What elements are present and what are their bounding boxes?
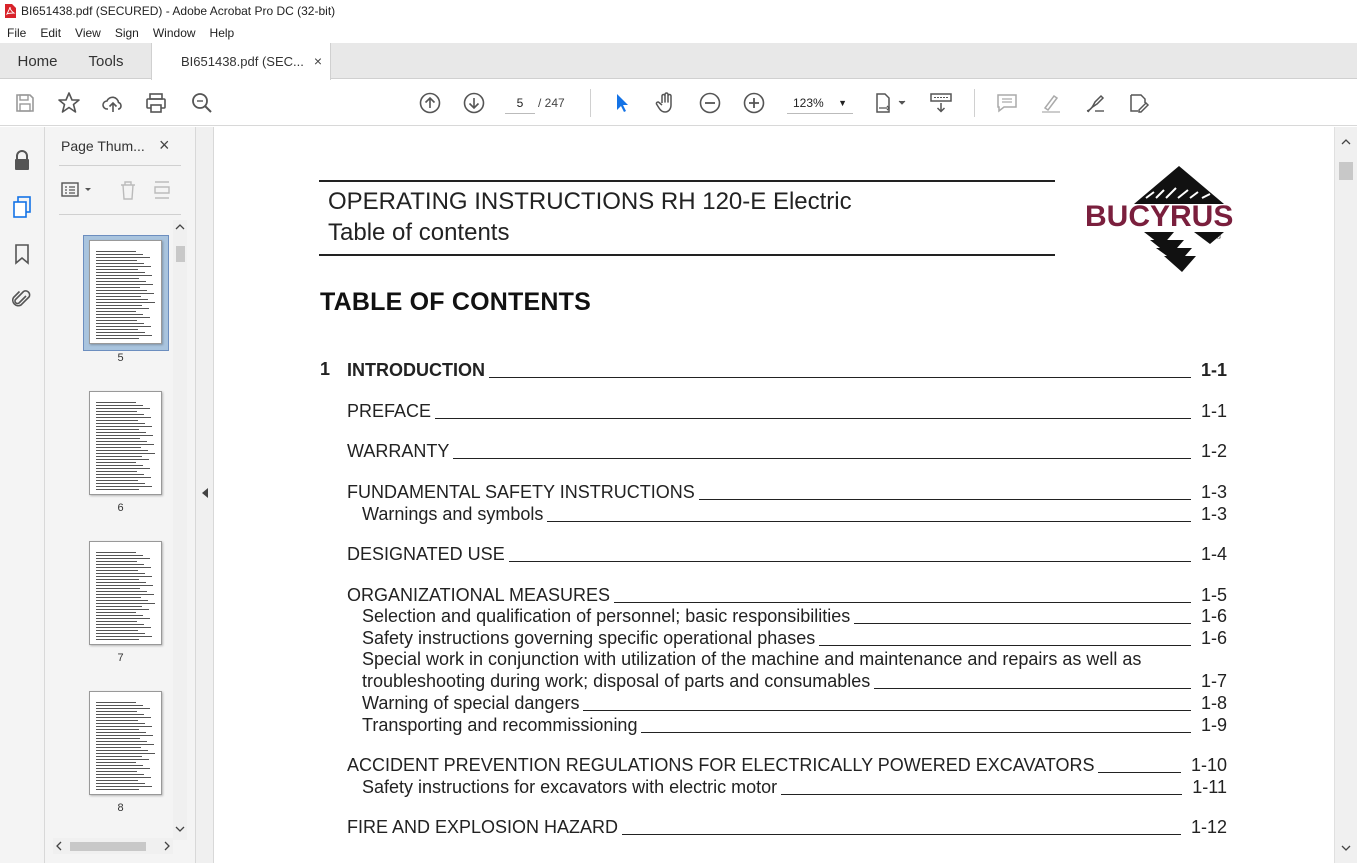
thumbnail-text-line	[96, 777, 151, 778]
thumbnail-text-line	[96, 735, 153, 736]
attachment-icon[interactable]	[10, 287, 34, 311]
toc-leader	[622, 834, 1181, 835]
thumbnail-text-line	[96, 317, 150, 318]
toc-leader	[614, 602, 1191, 603]
thumbnail-text-line	[96, 597, 141, 598]
thumbnail-text-line	[96, 302, 155, 303]
toc-entry-text: Safety instructions for excavators with electric motor	[362, 777, 781, 798]
toc-subentry[interactable]	[362, 605, 1227, 627]
delete-icon[interactable]	[117, 179, 139, 201]
thumbnail-text-line	[96, 447, 141, 448]
thumbnail-text-line	[96, 750, 148, 751]
lock-icon[interactable]	[10, 149, 34, 173]
document-scrollbar[interactable]	[1334, 127, 1357, 863]
toc-entry-page: 1-5	[1200, 585, 1227, 605]
toc-leader	[641, 732, 1191, 733]
toc-leader	[874, 688, 1191, 689]
thumbnail-text-line	[96, 768, 150, 769]
tab-home[interactable]: Home	[17, 52, 58, 70]
thumbnail-text-line	[96, 284, 153, 285]
thumbnail-text-line	[96, 450, 148, 451]
toc-entry-page: 1-3	[1200, 504, 1227, 524]
thumbnail-text-line	[96, 296, 141, 297]
toc-entry-text: Selection and qualification of personnel; basic responsibilities	[362, 606, 854, 627]
next-page-icon[interactable]	[461, 90, 487, 116]
toc-entry[interactable]	[347, 359, 1227, 381]
thumbnail-text-line	[96, 714, 144, 715]
thumbnail-text-line	[96, 438, 140, 439]
thumbnail-text-line	[96, 708, 150, 709]
document-header-title: OPERATING INSTRUCTIONS RH 120-E Electric	[328, 188, 852, 215]
thumbnail-text-line	[96, 624, 144, 625]
thumbnail-text-line	[96, 705, 143, 706]
thumbnail-text-line	[96, 320, 137, 321]
thumbnail-text-line	[96, 293, 154, 294]
toc-leader	[699, 499, 1191, 500]
thumbnails-scrollbar[interactable]	[173, 220, 187, 840]
thumbnail-text-line	[96, 287, 140, 288]
toc-entry-text: troubleshooting during work; disposal of parts and consumables	[362, 671, 874, 692]
zoom-dropdown[interactable]	[787, 92, 853, 114]
toc-subentry[interactable]	[362, 714, 1227, 736]
thumbnail-text-line	[96, 441, 147, 442]
thumbnail-text-line	[96, 558, 150, 559]
fill-sign-icon[interactable]	[1126, 90, 1152, 116]
toc-entry[interactable]	[347, 543, 1227, 565]
page-thumbnail[interactable]	[89, 691, 162, 795]
toc-leader	[819, 645, 1191, 646]
thumbnail-text-line	[96, 305, 142, 306]
toc-entry[interactable]	[347, 584, 1227, 606]
thumbnail-text-line	[96, 474, 144, 475]
thumbnail-text-line	[96, 717, 151, 718]
toc-entry-page: 1-12	[1190, 817, 1227, 837]
toc-entry-page: 1-6	[1200, 606, 1227, 626]
toc-leader	[453, 458, 1191, 459]
panel-collapse-strip[interactable]	[196, 127, 214, 863]
thumbnail-text-line	[96, 591, 147, 592]
thumbnail-text-line	[96, 417, 151, 418]
thumbnail-text-line	[96, 471, 137, 472]
scrollbar-thumb[interactable]	[1339, 162, 1353, 180]
thumbnail-text-line	[96, 627, 151, 628]
logo-text: BUCYRUS	[1085, 200, 1234, 233]
thumbnail-text-line	[96, 603, 155, 604]
thumbnail-text-line	[96, 639, 139, 640]
thumbnail-text-line	[96, 729, 139, 730]
page-thumbnail[interactable]	[89, 240, 162, 344]
thumbnail-text-line	[96, 456, 142, 457]
thumbnail-text-line	[96, 573, 145, 574]
menu-window[interactable]: Window	[152, 25, 196, 40]
thumbnail-text-line	[96, 423, 145, 424]
page-thumbnail[interactable]	[89, 541, 162, 645]
toc-entry-page: 1-1	[1200, 360, 1227, 380]
thumbnail-text-line	[96, 278, 139, 279]
toc-entry-page: 1-11	[1192, 777, 1227, 797]
thumbnail-page-number: 7	[117, 652, 124, 664]
print-icon[interactable]	[143, 90, 169, 116]
thumbnail-text-line	[96, 480, 138, 481]
thumbnail-text-line	[96, 311, 136, 312]
toc-entry-page: 1-10	[1190, 755, 1227, 775]
thumbnail-text-line	[96, 275, 152, 276]
thumbnail-text-line	[96, 444, 154, 445]
page-number-input[interactable]: 5	[505, 92, 535, 114]
thumbnail-text-line	[96, 272, 145, 273]
header-rule-bottom	[319, 254, 1055, 256]
insert-pages-icon[interactable]	[151, 179, 173, 201]
highlight-icon[interactable]	[1038, 90, 1064, 116]
page-total: / 247	[538, 96, 565, 110]
thumbnail-text-line	[96, 426, 152, 427]
thumbnail-text-line	[96, 633, 145, 634]
toc-heading: TABLE OF CONTENTS	[320, 288, 591, 316]
comment-icon[interactable]	[994, 90, 1020, 116]
toc-entry-page: 1-2	[1200, 441, 1227, 461]
main-toolbar	[0, 80, 1357, 126]
thumbnail-text-line	[96, 459, 149, 460]
thumbnail-text-line	[96, 759, 149, 760]
thumbnail-text-line	[96, 251, 136, 252]
toc-entry[interactable]	[347, 440, 1227, 462]
thumbnail-page-number: 6	[117, 502, 124, 514]
thumbnail-text-line	[96, 606, 142, 607]
search-icon[interactable]	[189, 90, 215, 116]
thumbnail-text-line	[96, 612, 136, 613]
window-title: BI651438.pdf (SECURED) - Adobe Acrobat Pro DC (32-bit)	[21, 4, 336, 18]
thumbnails-hscrollbar[interactable]	[53, 838, 173, 854]
thumbnail-text-line	[96, 621, 137, 622]
previous-page-icon[interactable]	[417, 90, 443, 116]
thumbnail-text-line	[96, 594, 154, 595]
page-fit-icon[interactable]	[872, 90, 908, 116]
toc-leader	[435, 418, 1191, 419]
thumbnail-text-line	[96, 332, 145, 333]
toc-leader	[1098, 772, 1180, 773]
thumbnail-text-line	[96, 338, 139, 339]
thumbnail-text-line	[96, 411, 137, 412]
toc-entry[interactable]	[347, 400, 1227, 422]
toc-entry-text: FIRE AND EXPLOSION HAZARD	[347, 817, 622, 838]
thumbnail-text-line	[96, 780, 138, 781]
thumbnail-text-line	[96, 489, 139, 490]
page-thumbnails-icon[interactable]	[10, 195, 34, 219]
header-rule-top	[319, 180, 1055, 182]
thumbnail-text-line	[96, 552, 136, 553]
thumbnail-text-line	[96, 314, 143, 315]
toc-leader	[781, 794, 1182, 795]
thumbnail-text-line	[96, 435, 153, 436]
zoom-out-icon[interactable]	[697, 90, 723, 116]
thumbnail-text-line	[96, 738, 140, 739]
thumbnail-text-line	[96, 726, 152, 727]
document-header-subtitle: Table of contents	[328, 219, 510, 246]
toc-entry[interactable]	[347, 481, 1227, 503]
tab-bar	[0, 43, 1357, 79]
toc-subentry[interactable]	[362, 670, 1227, 692]
thumbnail-text-line	[96, 783, 145, 784]
thumbnail-text-line	[96, 299, 148, 300]
thumbnail-text-line	[96, 786, 152, 787]
thumbnail-text-line	[96, 702, 136, 703]
toc-leader	[547, 521, 1191, 522]
window-titlebar	[0, 0, 1357, 22]
thumbnail-text-line	[96, 723, 145, 724]
scroll-down-icon[interactable]	[1339, 843, 1353, 853]
chevron-down-icon: ▼	[838, 98, 847, 108]
toc-entry-text: DESIGNATED USE	[347, 544, 509, 565]
save-icon[interactable]	[12, 90, 38, 116]
panel-divider	[59, 214, 181, 215]
toc-entry-text: Warnings and symbols	[362, 504, 547, 525]
thumbnail-text-line	[96, 432, 146, 433]
tab-document[interactable]	[151, 43, 331, 80]
tab-tools[interactable]: Tools	[88, 52, 124, 70]
thumbnail-text-line	[96, 765, 143, 766]
toc-entry[interactable]	[347, 754, 1227, 776]
thumbnail-text-line	[96, 420, 138, 421]
toc-leader	[509, 561, 1191, 562]
toc-entry-page: 1-1	[1200, 401, 1227, 421]
star-icon[interactable]	[56, 90, 82, 116]
toc-entry-text: Transporting and recommissioning	[362, 715, 641, 736]
thumbnail-text-line	[96, 570, 138, 571]
toc-subentry[interactable]	[362, 692, 1227, 714]
thumbnail-text-line	[96, 335, 152, 336]
toc-subentry[interactable]	[362, 627, 1227, 649]
toc-subentry-line[interactable]: Special work in conjunction with utilization of the machine and maintenance and repairs as well as	[362, 649, 1142, 669]
close-icon[interactable]: ×	[159, 135, 170, 155]
toolbar-divider	[590, 89, 591, 117]
thumbnail-text-line	[96, 405, 143, 406]
thumbnail-text-line	[96, 257, 150, 258]
toc-entry-text: INTRODUCTION	[347, 360, 489, 381]
acrobat-icon	[4, 4, 16, 18]
thumbnail-text-line	[96, 462, 136, 463]
left-rail	[0, 127, 45, 863]
thumbnail-text-line	[96, 429, 139, 430]
menu-bar	[0, 22, 1357, 43]
toc-entry-page: 1-7	[1200, 671, 1227, 691]
toc-entry-text: PREFACE	[347, 401, 435, 422]
thumbnail-text-line	[96, 453, 155, 454]
menu-sign[interactable]: Sign	[114, 25, 139, 40]
toc-leader	[583, 710, 1191, 711]
toc-entry-text: Safety instructions governing specific operational phases	[362, 628, 819, 649]
thumbnail-text-line	[96, 408, 150, 409]
thumbnail-text-line	[96, 600, 148, 601]
svg-text:®: ®	[1216, 234, 1222, 241]
thumbnail-text-line	[96, 756, 142, 757]
thumbnail-text-line	[96, 741, 147, 742]
thumbnails-panel	[45, 127, 196, 863]
thumbnail-text-line	[96, 555, 143, 556]
bucyrus-logo	[1084, 164, 1264, 274]
thumbnail-text-line	[96, 260, 137, 261]
thumbnail-text-line	[96, 329, 138, 330]
toc-entry-page: 1-3	[1200, 482, 1227, 502]
thumbnail-text-line	[96, 789, 139, 790]
thumbnail-text-line	[96, 579, 139, 580]
thumbnail-text-line	[96, 263, 144, 264]
thumbnail-text-line	[96, 468, 150, 469]
toc-subentry[interactable]	[362, 503, 1227, 525]
thumbnail-text-line	[96, 711, 137, 712]
scroll-up-icon[interactable]	[1339, 137, 1353, 147]
thumbnail-text-line	[96, 588, 140, 589]
panel-toolbar	[59, 179, 189, 201]
thumbnail-text-line	[96, 414, 144, 415]
menu-edit[interactable]: Edit	[40, 25, 62, 40]
options-menu-icon[interactable]	[59, 179, 95, 201]
thumbnail-text-line	[96, 753, 155, 754]
thumbnail-text-line	[96, 762, 136, 763]
thumbnail-text-line	[96, 582, 146, 583]
thumbnail-text-line	[96, 561, 137, 562]
document-view[interactable]	[214, 127, 1334, 863]
toc-entry-text: WARRANTY	[347, 441, 453, 462]
panel-title: Page Thum...	[61, 138, 145, 154]
thumbnail-text-line	[96, 483, 145, 484]
thumbnail-text-line	[96, 720, 138, 721]
toc-leader	[489, 377, 1191, 378]
thumbnail-text-line	[96, 771, 137, 772]
thumbnail-text-line	[96, 254, 143, 255]
zoom-in-icon[interactable]	[741, 90, 767, 116]
thumbnail-text-line	[96, 609, 149, 610]
thumbnail-text-line	[96, 576, 152, 577]
thumbnail-text-line	[96, 326, 151, 327]
select-pointer-icon[interactable]	[609, 90, 635, 116]
thumbnail-text-line	[96, 630, 138, 631]
menu-view[interactable]: View	[75, 25, 101, 40]
thumbnail-text-line	[96, 636, 152, 637]
thumbnail-text-line	[96, 567, 151, 568]
thumbnail-text-line	[96, 747, 141, 748]
thumbnail-text-line	[96, 744, 154, 745]
thumbnail-text-line	[96, 486, 152, 487]
thumbnail-page-number: 8	[117, 802, 124, 814]
toc-subentry[interactable]	[362, 776, 1227, 798]
toc-leader	[854, 623, 1191, 624]
toc-entry[interactable]	[347, 816, 1227, 838]
draw-sign-icon[interactable]	[1082, 90, 1108, 116]
panel-divider	[59, 165, 181, 166]
toc-entry-page: 1-6	[1200, 628, 1227, 648]
thumbnail-text-line	[96, 281, 146, 282]
thumbnail-text-line	[96, 732, 146, 733]
thumbnail-text-line	[96, 564, 144, 565]
page-thumbnail[interactable]	[89, 391, 162, 495]
toc-chapter-number: 1	[320, 359, 331, 379]
thumbnail-text-line	[96, 615, 143, 616]
toc-entry-text: ORGANIZATIONAL MEASURES	[347, 585, 614, 606]
toc-entry-text: ACCIDENT PREVENTION REGULATIONS FOR ELECTRICALLY POWERED EXCAVATORS	[347, 755, 1098, 776]
zoom-value: 123%	[793, 96, 824, 110]
toolbar-divider	[974, 89, 975, 117]
thumbnail-text-line	[96, 774, 144, 775]
thumbnail-text-line	[96, 585, 153, 586]
bookmark-icon[interactable]	[10, 242, 34, 266]
thumbnail-text-line	[96, 618, 150, 619]
thumbnail-text-line	[96, 477, 151, 478]
thumbnail-page-number: 5	[117, 352, 124, 364]
thumbnail-text-line	[96, 402, 136, 403]
scroll-mode-icon[interactable]	[928, 90, 954, 116]
toc-entry-page: 1-4	[1200, 544, 1227, 564]
collapse-arrow-icon[interactable]	[201, 487, 209, 499]
toc-entry-page: 1-9	[1200, 715, 1227, 735]
thumbnail-text-line	[96, 323, 144, 324]
thumbnail-text-line	[96, 266, 151, 267]
tab-document-label: BI651438.pdf (SEC...	[181, 54, 304, 69]
thumbnail-text-line	[96, 269, 138, 270]
toc-entry-page: 1-8	[1200, 693, 1227, 713]
thumbnail-text-line	[96, 465, 143, 466]
hand-tool-icon[interactable]	[653, 90, 679, 116]
cloud-upload-icon[interactable]	[100, 90, 126, 116]
toc-entry-text: Warning of special dangers	[362, 693, 583, 714]
menu-file[interactable]: File	[7, 25, 27, 40]
thumbnail-text-line	[96, 308, 149, 309]
menu-help[interactable]: Help	[209, 25, 235, 40]
tab-close-icon[interactable]: ×	[313, 53, 322, 69]
toc-entry-text: FUNDAMENTAL SAFETY INSTRUCTIONS	[347, 482, 699, 503]
thumbnail-text-line	[96, 290, 147, 291]
